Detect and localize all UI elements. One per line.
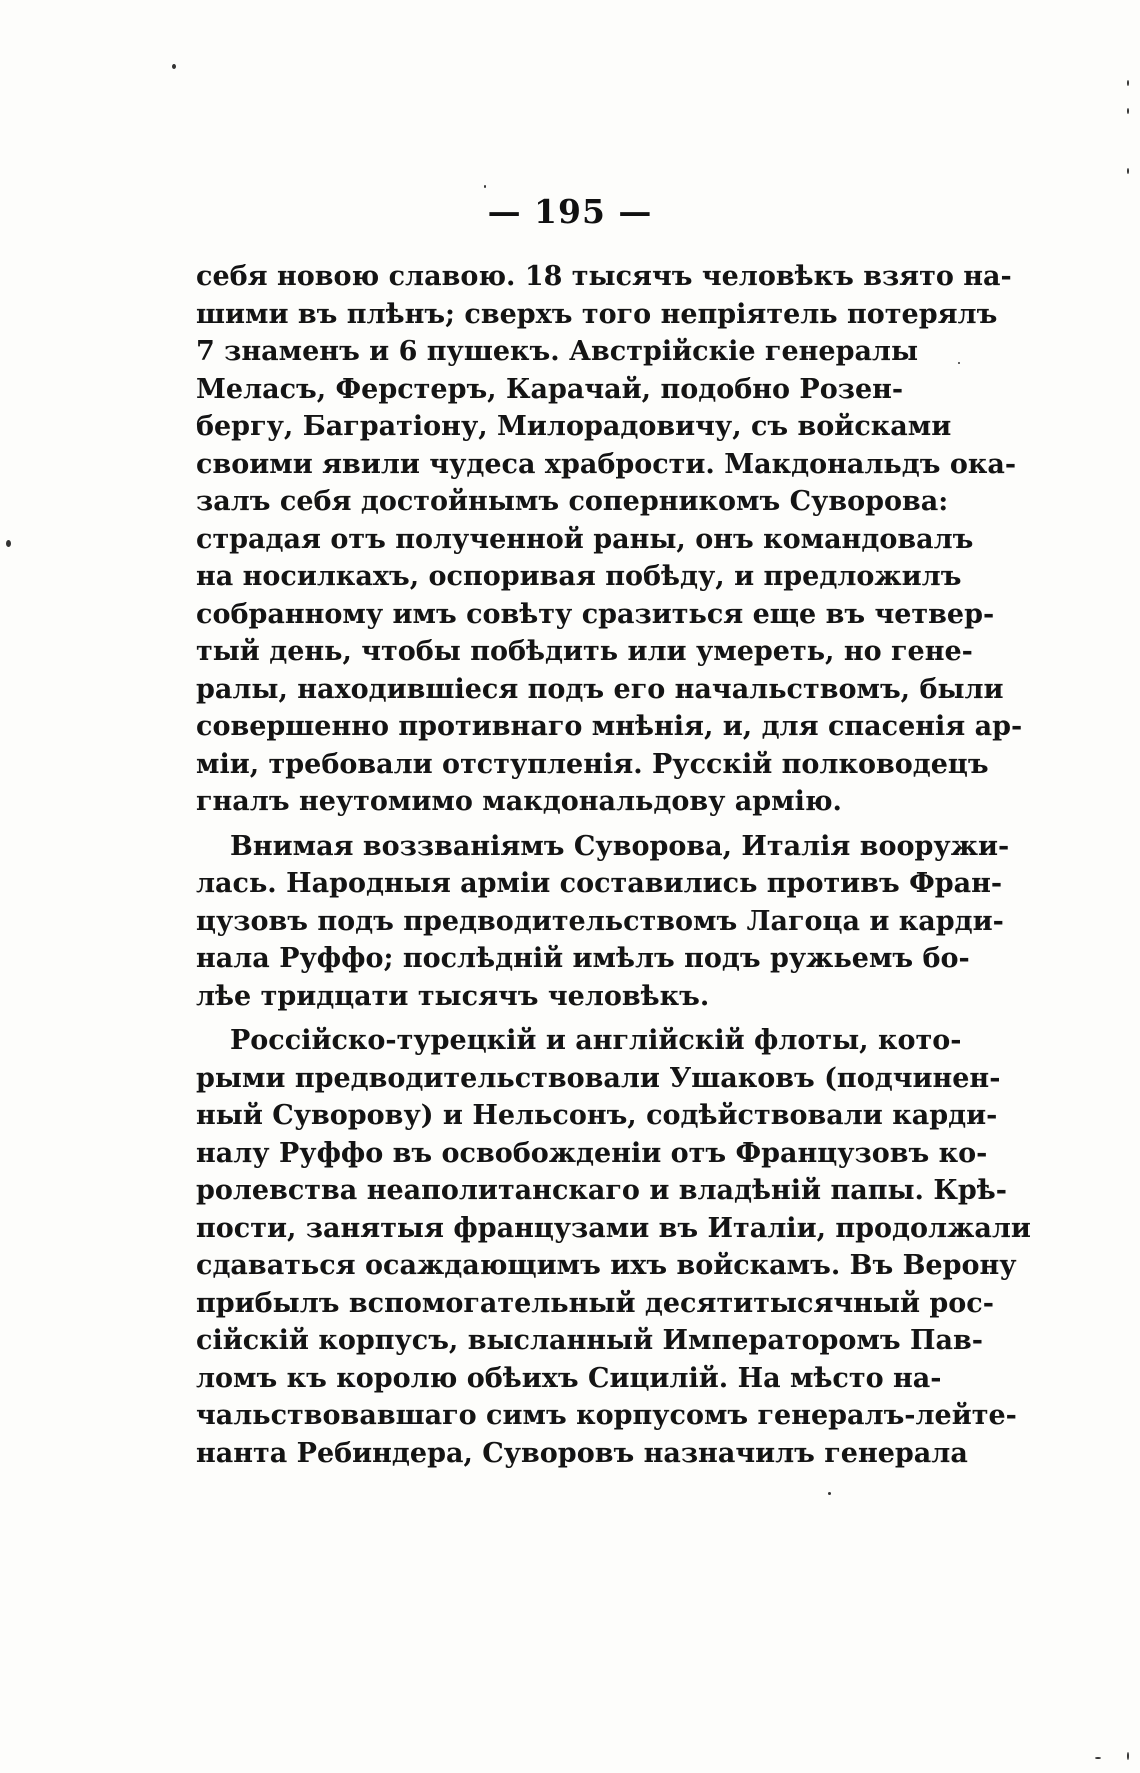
text-line: себя новою славою. 18 тысячъ человѣкъ взято на- — [196, 261, 1012, 292]
text-line: гналъ неутомимо макдональдову армію. — [196, 786, 842, 817]
paragraph-1 — [196, 258, 1023, 821]
scan-speck — [1127, 1752, 1129, 1760]
text-line: нала Руффо; послѣдній имѣлъ подъ ружьемъ бо- — [196, 943, 970, 974]
paragraph-3 — [196, 1022, 1031, 1472]
text-line: собранному имъ совѣту сразиться еще въ четвер- — [196, 598, 995, 630]
page-number: — 195 — — [487, 192, 653, 231]
text-line: сдаваться осаждающимъ ихъ войскамъ. Въ Верону — [196, 1250, 1017, 1281]
text-line: пости, занятыя французами въ Италіи, продолжали — [196, 1212, 1031, 1244]
scan-speck — [1127, 168, 1129, 174]
scan-speck — [958, 362, 960, 364]
text-line: сійскій корпусъ, высланный Императоромъ Пав- — [196, 1325, 983, 1356]
text-line: Внимая воззваніямъ Суворова, Италія вооружи- — [230, 830, 1010, 862]
text-line: шими въ плѣнъ; сверхъ того непріятель потерялъ — [196, 298, 998, 330]
text-line: своими явили чудеса храбрости. Макдональдъ ока- — [196, 448, 1017, 480]
text-line: лѣе тридцати тысячъ человѣкъ. — [196, 980, 710, 1012]
text-line: налу Руффо въ освобожденіи отъ Французовъ ко- — [196, 1137, 988, 1169]
scan-speck — [172, 64, 176, 69]
text-line: ный Суворову) и Нельсонъ, содѣйствовали карди- — [196, 1100, 998, 1131]
text-line: тый день, чтобы побѣдить или умереть, но гене- — [196, 636, 973, 667]
text-line: совершенно противнаго мнѣнія, и, для спасенія ар- — [196, 711, 1023, 742]
text-line: цузовъ подъ предводительствомъ Лагоца и карди- — [196, 905, 1004, 937]
text-line: рыми предводительствовали Ушаковъ (подчинен- — [196, 1062, 1001, 1094]
scan-speck — [6, 540, 11, 547]
paragraph-2 — [196, 828, 1010, 1016]
body-text — [196, 258, 1031, 1479]
text-line: ломъ къ королю обѣихъ Сицилій. На мѣсто на- — [196, 1362, 942, 1394]
text-line: 7 знаменъ и 6 пушекъ. Австрійскіе генералы — [196, 336, 919, 367]
scan-speck — [1095, 1757, 1101, 1759]
text-line: залъ себя достойнымъ соперникомъ Суворова: — [196, 486, 949, 517]
scan-speck — [1127, 80, 1129, 86]
text-line: ралы, находившіеся подъ его начальствомъ, были — [196, 673, 1004, 705]
text-line: міи, требовали отступленія. Русскій полководецъ — [196, 748, 989, 780]
text-line: ролевства неаполитанскаго и владѣній папы. Крѣ- — [196, 1175, 1007, 1206]
scan-speck — [828, 1492, 831, 1495]
text-line: чальствовавшаго симъ корпусомъ генералъ-лейте- — [196, 1400, 1017, 1431]
scan-speck — [1127, 108, 1129, 114]
text-line: Меласъ, Ферстеръ, Карачай, подобно Розен- — [196, 373, 904, 405]
text-line: на носилкахъ, оспоривая побѣду, и предложилъ — [196, 561, 962, 592]
text-line: страдая отъ полученной раны, онъ командовалъ — [196, 523, 974, 555]
text-line: бергу, Багратіону, Милорадовичу, съ войсками — [196, 411, 952, 442]
text-line: лась. Народныя арміи составились противъ Фран- — [196, 868, 1003, 899]
text-line: Россійско-турецкій и англійскій флоты, кото- — [230, 1025, 962, 1056]
scan-speck — [484, 185, 486, 188]
text-line: прибылъ вспомогательный десятитысячный рос- — [196, 1287, 994, 1319]
text-line: нанта Ребиндера, Суворовъ назначилъ генерала — [196, 1437, 968, 1469]
